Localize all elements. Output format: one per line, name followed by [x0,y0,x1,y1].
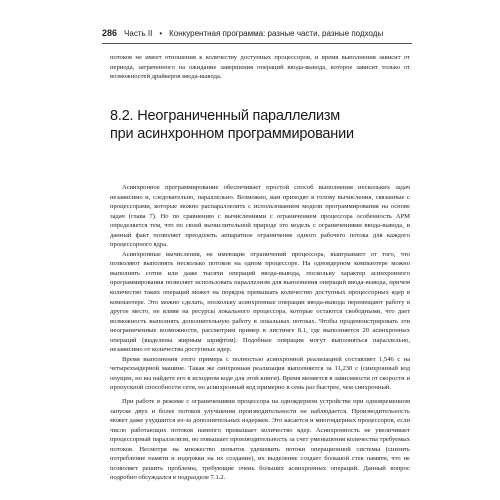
section-heading-line-1 [110,107,410,125]
page-number: 286 [102,28,118,38]
part-label: Часть II [124,29,153,38]
running-head [102,28,412,38]
section-number: 8.2. [110,108,134,124]
continuation-paragraph: потоков не имеет отношения к количеству доступных процессоров, и время выполнения зависит от периода, затраченного на ожидание завершения операций ввода-вывода, которое зависит только от возможностей драйверов ввода-вывода. [110,54,410,81]
body-paragraph: Асинхронные вычисления, не имеющие ограничений процессора, выигрывают от того, что позволяют выполнять несколько потоков на одном процессоре. На одноядерном компьютере можно выполнять сотни или даже тысячи операций ввода-вывода, поскольку характер асинхронного программирования позволяет использовать параллелизм для выполнения операций ввода-вывода, причем количество таких операций может на порядок превышать количество доступных процессорных ядер в компьютере. Это можно сделать, поскольку асинхронные операции ввода-вывода перемещают работу в другое место, не влияя на ресурсы локального процессора, которые остаются свободными, что дает возможность выполнять дополнительную работу в локальных потоках. Чтобы продемонстрировать эти неограниченные возможности, рассмотрим пример в листинге 8.1, где выполняется 20 асинхронных операций (выделены жирным шрифтом). Подобные операции могут выполняться параллельно, независимо от количества доступных ядер. [110,250,410,354]
section-body [110,183,410,483]
body-paragraph: Время выполнения этого примера с полностью асинхронной реализацией составляет 1,546 с на четырехъядерной машине. Такая же синхронная реализация выполняется за 11,230 с (синхронный код опущен, но вы найдете его в исходном коде для этой книги). Время меняется в зависимости от скорости и пропускной способности сети, но асинхронный код примерно в семь раз быстрее, чем синхронный. [110,355,410,392]
body-paragraph: При работе в режиме с ограничениями процессора на одноядерном устройстве при одновременном запуске двух и более потоков улучшения производительности не наблюдается. Производительность может даже ухудшится из-за дополнительных издержек. Это касается и многоядерных процессоров, если число работающих потоков намного превышает количество ядер. Асинхронность не увеличивает процессорный параллелизм, но повышает производительность за счет уменьшения количества требуемых потоков. Несмотря на множество попыток удешевить потоки операционной системы (снизить потребление памяти и издержки на их создание), их выделение создает большой стек памяти, что не позволяет решить проблемы, требующие очень больших асинхронных операций. Данный вопрос подробно обсуждался в подразделе 7.1.2. [110,398,410,482]
section-title-line-2: при асинхронном программировании [110,126,354,142]
continuation-block [110,53,410,82]
section-title-line-1: Неограниченный параллелизм [137,108,341,124]
part-title: Конкурентная программа: разные части, разные подходы [169,29,384,38]
body-paragraph: Асинхронное программирование обеспечивает простой способ выполнения нескольких задач независимо и, следовательно, параллельно. Возможно, вам приходят в голову вычисления, связанные с процессорами, которые можно распараллелить с использованием модели программирования на основе задач (глава 7). Но по сравнению с вычислениями с ограничением процессора особенность АРМ определяется тем, что по своей вычислительной природе это модель с ограничениями ввода-вывода, и данный факт позволяет преодолеть аппаратное ограничение одного рабочего потока для каждого процессорного ядра. [110,184,410,249]
header-rule [102,43,412,44]
section-heading [110,107,410,143]
bullet-separator: • [159,29,163,38]
